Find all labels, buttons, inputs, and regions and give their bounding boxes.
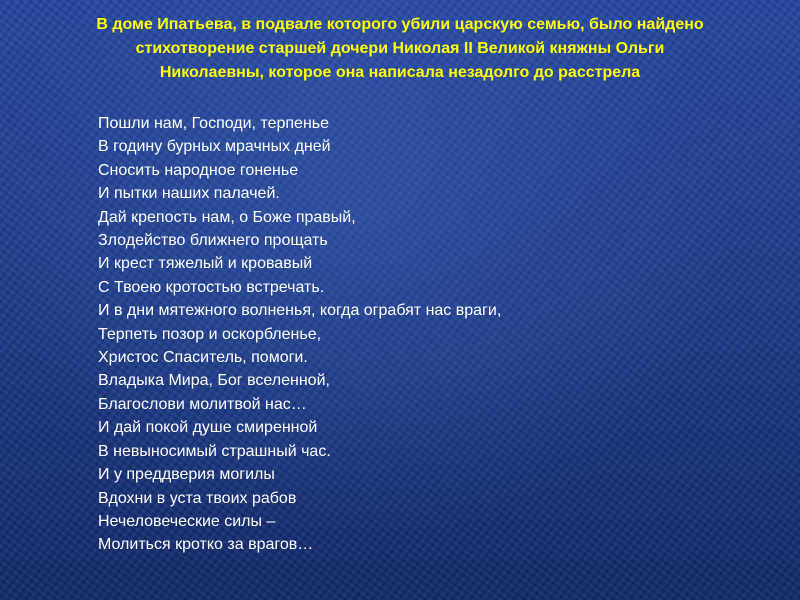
poem-line: Дай крепость нам, о Боже правый, bbox=[98, 208, 356, 226]
poem-line: И в дни мятежного волненья, когда ограбят нас враги, bbox=[98, 302, 502, 320]
poem-line: Владыка Мира, Бог вселенной, bbox=[98, 372, 330, 390]
poem-line: И у преддверия могилы bbox=[98, 466, 275, 484]
poem-line: Христос Спаситель, помоги. bbox=[98, 349, 308, 367]
poem-line: Нечеловеческие силы – bbox=[98, 512, 276, 530]
poem-line: В невыносимый страшный час. bbox=[98, 442, 331, 460]
heading-line: Николаевны, которое она написала незадолго до расстрела bbox=[159, 64, 641, 81]
poem-line: Злодейство ближнего прощать bbox=[98, 232, 328, 250]
poem-line: И дай покой душе смиренной bbox=[98, 419, 318, 437]
poem-line: Молиться кротко за врагов… bbox=[98, 536, 314, 554]
poem-line: Благослови молитвой нас… bbox=[98, 395, 307, 413]
poem-line: С Твоею кротостью встречать. bbox=[98, 278, 325, 296]
heading-line: В доме Ипатьева, в подвале которого убили царскую семью, было найдено bbox=[96, 16, 704, 33]
slide-heading bbox=[20, 13, 780, 85]
poem-text bbox=[98, 112, 501, 557]
poem-line: И пытки наших палачей. bbox=[98, 185, 280, 203]
poem-line: Пошли нам, Господи, терпенье bbox=[98, 115, 330, 132]
poem-line: И крест тяжелый и кровавый bbox=[98, 255, 313, 273]
poem-line: Сносить народное гоненье bbox=[98, 161, 299, 179]
poem-line: В годину бурных мрачных дней bbox=[98, 138, 331, 156]
poem-line: Терпеть позор и оскорбленье, bbox=[98, 325, 322, 343]
poem-line: Вдохни в уста твоих рабов bbox=[98, 489, 297, 507]
heading-line: стихотворение старшей дочери Николая II Великой княжны Ольги bbox=[135, 40, 665, 57]
